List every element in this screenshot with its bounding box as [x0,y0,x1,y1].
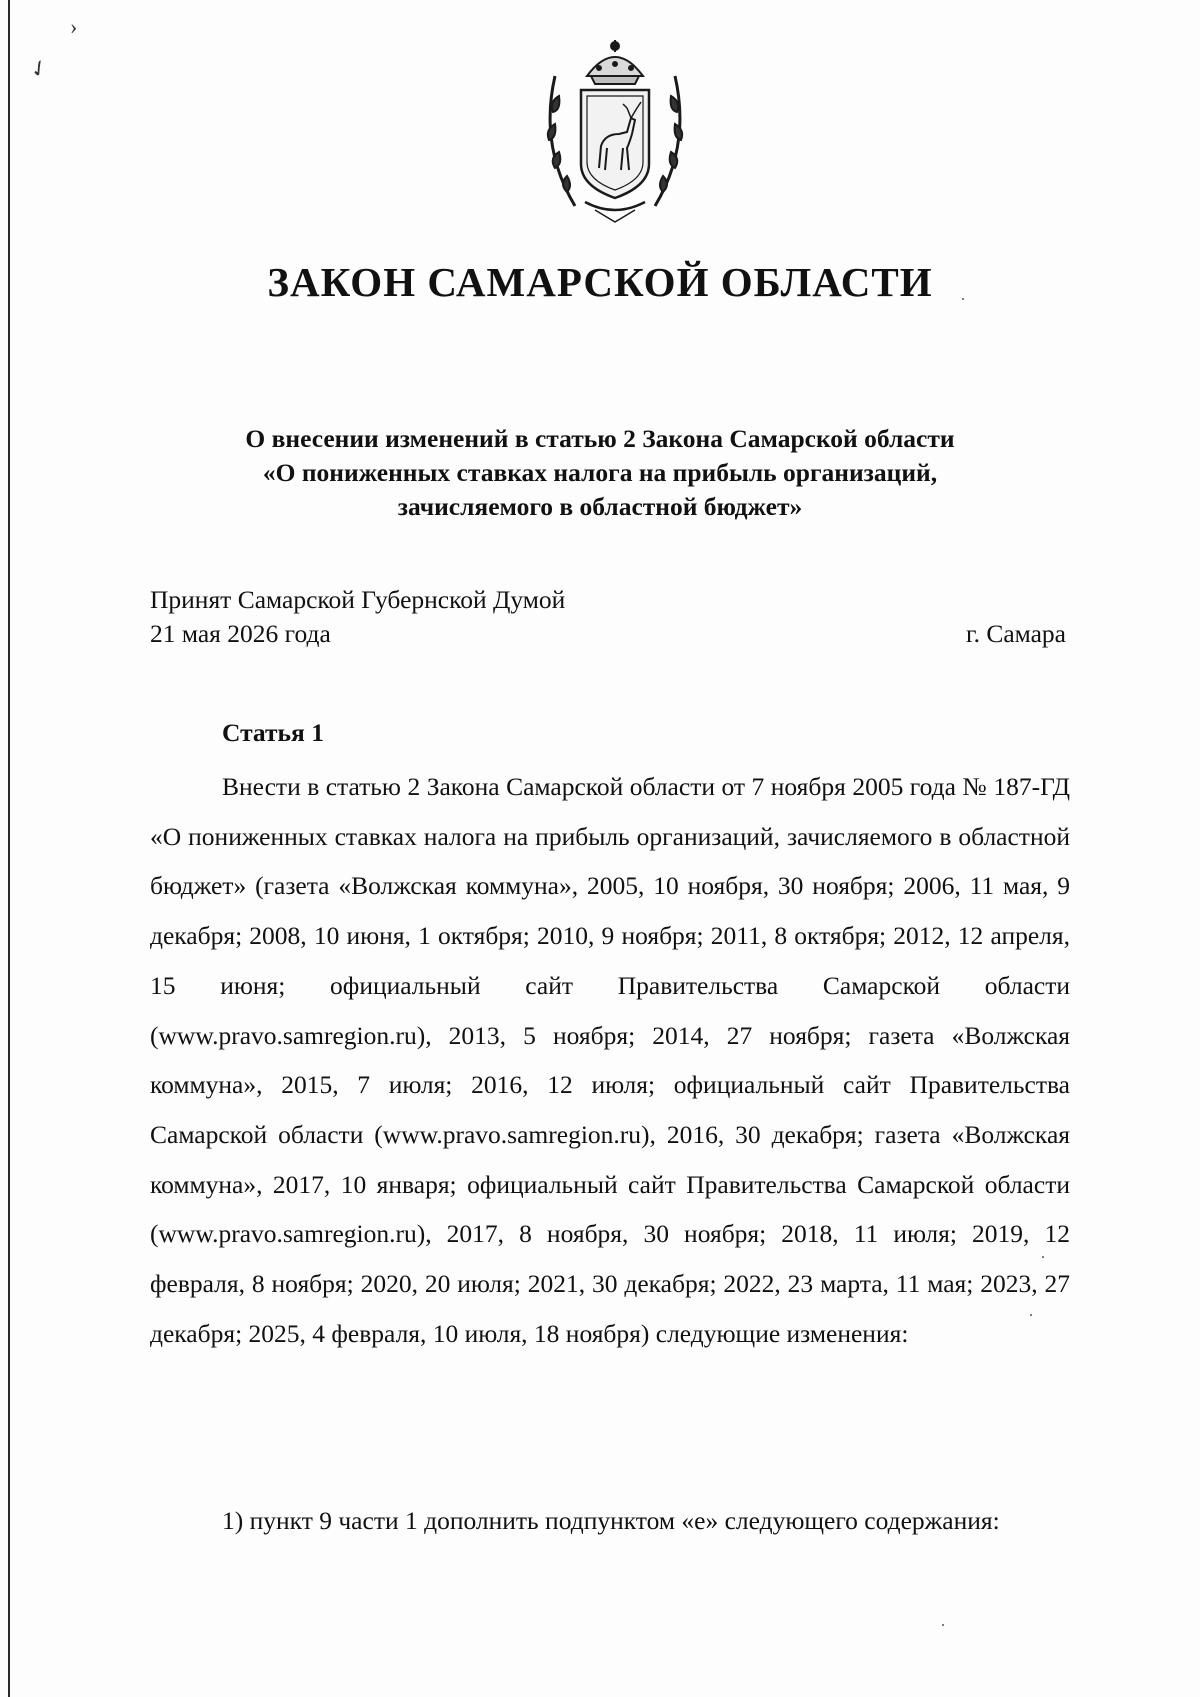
adopted-date: 21 мая 2026 года [150,619,331,648]
scan-mark: › [70,14,78,39]
article-paragraph: Внести в статью 2 Закона Самарской области от 7 ноября 2005 года № 187-ГД «О пониженных ставках налога на прибыль организаций, зачисляемого в областной бюджет» (газета «Волжская коммуна», 2005, 10 ноября, 30 ноября; 2006, 11 мая, 9 декабря; 2008, 10 июня, 1 октября; 2010, 9 ноября; 2011, 8 октября; 2012, 12 апреля, 15 июня; официальный сайт Правительства Самарской области (www.pravo.samregion.ru), 2013, 5 ноября; 2014, 27 ноября; газета «Волжская коммуна», 2015, 7 июля; 2016, 12 июля; официальный сайт Правительства Самарской области (www.pravo.samregion.ru), 2016, 30 декабря; газета «Волжская коммуна», 2017, 10 января; официальный сайт Правительства Самарской области (www.pravo.samregion.ru), 2017, 8 ноября, 30 ноября; 2018, 11 июля; 2019, 12 февраля, 8 ноября; 2020, 20 июля; 2021, 30 декабря; 2022, 23 марта, 11 мая; 2023, 27 декабря; 2025, 4 февраля, 10 июля, 18 ноября) следующие изменения: [150,772,1070,1348]
subject-line: «О пониженных ставках налога на прибыль организаций, [262,458,938,487]
city-label: г. Самара [965,619,1066,648]
scan-mark: ✓ [24,53,54,85]
subject-line: О внесении изменений в статью 2 Закона Самарской области [245,424,955,453]
scan-edge-line [8,0,10,1697]
law-subject-title [150,422,1050,524]
article-title: Статья 1 [222,718,324,747]
samara-coat-of-arms-icon [535,36,695,224]
article-paragraph: 1) пункт 9 части 1 дополнить подпунктом «е» следующего содержания: [222,1506,1000,1535]
adopted-by: Принят Самарской Губернской Думой [150,585,566,614]
scan-speck [942,1624,944,1626]
law-heading: ЗАКОН САМАРСКОЙ ОБЛАСТИ [267,259,933,305]
adoption-info [150,583,565,651]
subject-line: зачисляемого в областной бюджет» [397,492,803,521]
